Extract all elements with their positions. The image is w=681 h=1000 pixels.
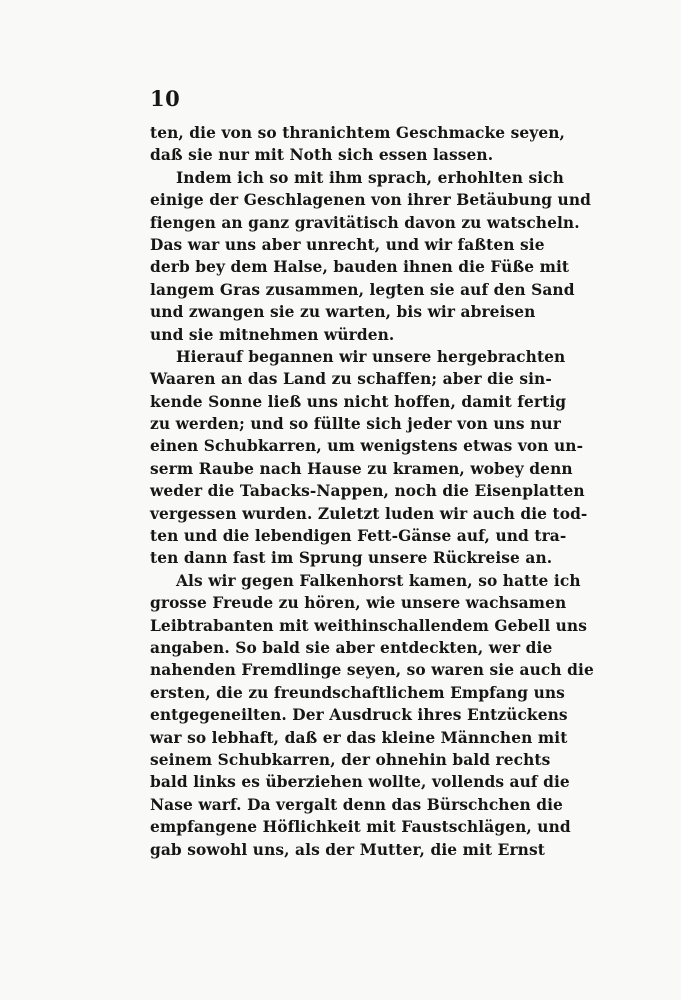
text-line: Waaren an das Land zu schaffen; aber die sin-: [150, 370, 552, 389]
text-line: einige der Geschlagenen von ihrer Betäubung und: [150, 191, 592, 210]
text-line: gab sowohl uns, als der Mutter, die mit Ernst: [150, 840, 545, 859]
text-line: serm Raube nach Hause zu kramen, wobey denn: [150, 459, 573, 478]
text-line: angaben. So bald sie aber entdeckten, wer die: [150, 638, 553, 657]
text-line: seinem Schubkarren, der ohnehin bald rechts: [150, 750, 551, 769]
page-number: 10: [150, 86, 181, 111]
text-line: vergessen wurden. Zuletzt luden wir auch die tod-: [150, 504, 588, 523]
text-line: ten dann fast im Sprung unsere Rückreise an.: [150, 549, 553, 568]
text-line: daß sie nur mit Noth sich essen lassen.: [150, 146, 494, 165]
text-line: langem Gras zusammen, legten sie auf den Sand: [150, 280, 575, 299]
text-line: einen Schubkarren, um wenigstens etwas von un-: [150, 437, 584, 456]
text-line: bald links es überziehen wollte, vollends auf die: [150, 773, 570, 792]
text-line: Indem ich so mit ihm sprach, erhohlten sich: [176, 168, 564, 187]
text-line: kende Sonne ließ uns nicht hoffen, damit fertig: [150, 392, 567, 411]
text-line: Hierauf begannen wir unsere hergebrachten: [176, 347, 566, 366]
text-line: grosse Freude zu hören, wie unsere wachsamen: [150, 594, 567, 613]
text-line: Das war uns aber unrecht, und wir faßten sie: [150, 235, 545, 254]
text-line: nahenden Fremdlinge seyen, so waren sie auch die: [150, 661, 594, 680]
text-line: weder die Tabacks-Nappen, noch die Eisenplatten: [150, 482, 585, 501]
text-line: zu werden; und so füllte sich jeder von uns nur: [150, 415, 561, 434]
text-line: empfangene Höflichkeit mit Faustschlägen, und: [150, 818, 571, 837]
text-line: ersten, die zu freundschaftlichem Empfang uns: [150, 683, 565, 702]
text-line: war so lebhaft, daß er das kleine Männchen mit: [150, 728, 568, 747]
text-line: Nase warf. Da vergalt denn das Bürschchen die: [150, 795, 563, 814]
text-line: ten, die von so thranichtem Geschmacke seyen,: [150, 124, 565, 142]
text-line: Leibtrabanten mit weithinschallendem Gebell uns: [150, 616, 587, 635]
text-line: derb bey dem Halse, bauden ihnen die Füße mit: [150, 258, 570, 277]
text-line: Als wir gegen Falkenhorst kamen, so hatte ich: [176, 571, 581, 590]
text-line: entgegeneilten. Der Ausdruck ihres Entzückens: [150, 706, 568, 725]
text-line: und sie mitnehmen würden.: [150, 325, 395, 344]
body-text: [150, 122, 594, 861]
text-line: und zwangen sie zu warten, bis wir abreisen: [150, 303, 536, 322]
text-line: fiengen an ganz gravitätisch davon zu watscheln.: [150, 213, 580, 232]
text-line: ten und die lebendigen Fett-Gänse auf, und tra-: [150, 527, 567, 546]
